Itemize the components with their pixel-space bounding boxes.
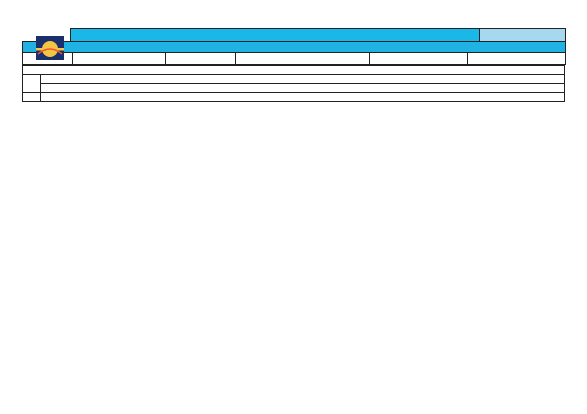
summer-schedule-table [22,28,566,41]
municipality-logo-icon [30,36,70,60]
col-time-1 [73,53,166,65]
notes-table [22,65,565,102]
col-place-3 [370,53,468,65]
note-line-1b [41,83,565,92]
col-time-3 [468,53,566,65]
sahil-header [23,42,566,53]
col-place-2 [166,53,236,65]
note-number-2 [23,92,41,101]
note-line-2 [41,92,565,101]
notes-label [23,65,565,74]
note-line-1a [41,74,565,83]
page-title [22,6,565,28]
sahil-schedule-table [22,41,566,65]
summer-header [70,29,479,42]
col-time-2 [236,53,370,65]
note-number-1 [23,74,41,92]
schedule-sheet [22,6,565,102]
schedule-date [479,29,565,42]
